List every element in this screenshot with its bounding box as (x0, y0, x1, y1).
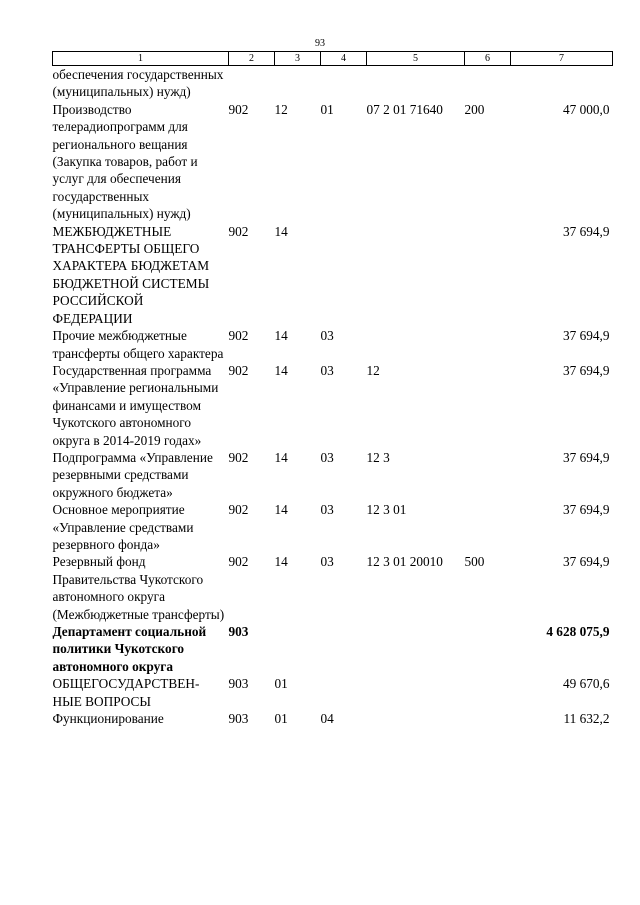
row-name-cell: Прочие межбюджетные трансферты общего характера (52, 328, 224, 361)
row-target-article-cell (367, 66, 465, 101)
row-subsection-cell (321, 623, 367, 675)
table-row (53, 710, 613, 727)
row-section-cell: 14 (274, 362, 288, 378)
row-grbs-cell (229, 66, 275, 101)
table-row (53, 623, 613, 675)
row-section-cell: 14 (274, 449, 288, 465)
row-section-cell: 01 (274, 676, 288, 692)
row-sum-cell: 37 694,9 (562, 223, 610, 239)
row-name-cell: Департамент социальной политики Чукотского автономного округа (52, 624, 207, 674)
row-sum-cell: 37 694,9 (562, 554, 610, 570)
row-target-article-cell: 12 3 01 20010 (366, 554, 443, 570)
row-target-article-cell: 07 2 01 71640 (366, 101, 443, 117)
row-expense-type-cell (465, 623, 511, 675)
row-section-cell: 12 (274, 101, 288, 117)
row-expense-type-cell (465, 501, 511, 553)
row-sum-cell (511, 66, 613, 101)
row-target-article-cell (367, 710, 465, 727)
row-expense-type-cell (465, 449, 511, 501)
row-section-cell (275, 66, 321, 101)
row-expense-type-cell (465, 675, 511, 710)
column-header-2: 2 (229, 52, 275, 66)
row-target-article-cell (367, 623, 465, 675)
row-name-cell: Подпрограмма «Управление резервными средствами окружного бюджета» (52, 449, 213, 500)
row-expense-type-cell: 500 (464, 554, 485, 570)
row-target-article-cell (367, 223, 465, 327)
table-row (53, 327, 613, 362)
row-name-cell: МЕЖБЮДЖЕТНЫЕ ТРАНСФЕРТЫ ОБЩЕГО ХАРАКТЕРА БЮДЖЕТАМ БЮДЖЕТНОЙ СИСТЕМЫ РОССИЙСКОЙ ФЕДЕРАЦИИ (52, 223, 210, 326)
row-subsection-cell: 03 (320, 362, 334, 378)
row-name-cell: ОБЩЕГОСУДАРСТВЕН-НЫЕ ВОПРОСЫ (52, 676, 200, 709)
table-body (53, 66, 613, 728)
column-header-7: 7 (511, 52, 613, 66)
row-grbs-cell: 902 (228, 101, 249, 117)
row-name-cell: Резервный фонд Правительства Чукотского автономного округа (Межбюджетные трансферты) (52, 554, 225, 622)
row-section-cell: 14 (274, 554, 288, 570)
row-target-article-cell (367, 675, 465, 710)
row-name-cell: Производство телерадиопрограмм для регионального вещания (Закупка товаров, работ и услуг для обеспечения государственных (муниципальных) нужд) (52, 101, 198, 222)
row-target-article-cell: 12 (366, 362, 380, 378)
column-header-4: 4 (321, 52, 367, 66)
row-section-cell: 14 (274, 502, 288, 518)
table-row (53, 675, 613, 710)
table-row (53, 362, 613, 449)
column-header-3: 3 (275, 52, 321, 66)
row-name-cell: обеспечения государственных (муниципальных) нужд) (52, 67, 224, 100)
row-expense-type-cell (465, 362, 511, 449)
row-subsection-cell (321, 223, 367, 327)
row-sum-cell: 49 670,6 (562, 676, 610, 692)
row-sum-cell: 37 694,9 (562, 362, 610, 378)
row-target-article-cell (367, 327, 465, 362)
row-expense-type-cell (465, 327, 511, 362)
row-sum-cell: 4 628 075,9 (546, 624, 610, 639)
row-subsection-cell: 01 (320, 101, 334, 117)
row-expense-type-cell (465, 223, 511, 327)
row-subsection-cell (321, 675, 367, 710)
budget-table (52, 51, 613, 727)
row-grbs-cell: 903 (228, 711, 249, 727)
row-grbs-cell: 902 (228, 554, 249, 570)
row-name-cell: Государственная программа «Управление региональными финансами и имуществом Чукотского автономного округа в 2014-2019 годах» (52, 362, 219, 448)
column-header-1: 1 (53, 52, 229, 66)
row-sum-cell: 11 632,2 (563, 711, 610, 727)
row-grbs-cell: 902 (228, 328, 249, 344)
row-grbs-cell: 903 (228, 676, 249, 692)
row-sum-cell: 37 694,9 (562, 502, 610, 518)
row-expense-type-cell: 200 (464, 101, 485, 117)
row-grbs-cell: 903 (228, 624, 249, 639)
table-row (53, 449, 613, 501)
row-grbs-cell: 902 (228, 223, 249, 239)
table-row (53, 66, 613, 101)
row-name-cell: Функционирование (52, 711, 164, 727)
row-grbs-cell: 902 (228, 502, 249, 518)
row-grbs-cell: 902 (228, 362, 249, 378)
row-sum-cell: 47 000,0 (562, 101, 610, 117)
column-header-6: 6 (465, 52, 511, 66)
row-subsection-cell: 03 (320, 502, 334, 518)
row-section-cell (275, 623, 321, 675)
row-sum-cell: 37 694,9 (562, 449, 610, 465)
row-grbs-cell: 902 (228, 449, 249, 465)
row-expense-type-cell (465, 710, 511, 727)
row-section-cell: 01 (274, 711, 288, 727)
table-row (53, 101, 613, 223)
row-section-cell: 14 (274, 328, 288, 344)
column-header-5: 5 (367, 52, 465, 66)
table-row (53, 553, 613, 623)
table-header-row (53, 52, 613, 66)
table-row (53, 223, 613, 327)
row-name-cell: Основное мероприятие «Управление средствами резервного фонда» (52, 502, 194, 552)
row-target-article-cell: 12 3 (366, 449, 390, 465)
row-subsection-cell: 03 (320, 449, 334, 465)
row-subsection-cell: 04 (320, 711, 334, 727)
row-subsection-cell: 03 (320, 554, 334, 570)
row-subsection-cell: 03 (320, 328, 334, 344)
row-target-article-cell: 12 3 01 (366, 502, 407, 518)
row-sum-cell: 37 694,9 (562, 328, 610, 344)
row-expense-type-cell (465, 66, 511, 101)
page-number: 93 (315, 38, 325, 49)
row-section-cell: 14 (274, 223, 288, 239)
row-subsection-cell (321, 66, 367, 101)
table-row (53, 501, 613, 553)
